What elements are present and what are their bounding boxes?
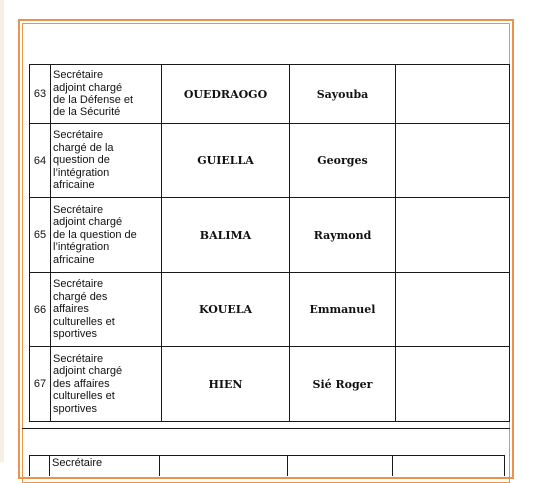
cell-divider — [504, 456, 505, 476]
function-cell — [51, 124, 162, 198]
function-cell — [51, 273, 162, 347]
row-number: 66 — [30, 273, 51, 347]
first-name-cell: Emmanuel — [290, 273, 396, 347]
first-name-cell: Sié Roger — [290, 347, 396, 422]
row-number: 63 — [30, 65, 51, 124]
table-row — [30, 198, 510, 273]
empty-cell — [396, 347, 510, 422]
function-line: adjoint chargé — [53, 216, 123, 229]
function-cell — [51, 198, 162, 273]
function-line: de la Défense et — [53, 94, 134, 106]
function-line: adjoint chargé — [53, 81, 123, 94]
table-row — [30, 347, 510, 422]
empty-cell — [396, 273, 510, 347]
function-line: affaires — [53, 303, 89, 316]
partial-function-text: Secrétaire — [52, 457, 103, 469]
cell-divider — [49, 456, 50, 476]
function-line: africaine — [53, 253, 95, 266]
next-table-row-partial — [29, 455, 505, 475]
function-cell — [51, 347, 162, 422]
first-name-cell: Georges — [290, 124, 396, 198]
function-line: chargé des — [53, 290, 108, 303]
function-line: l’intégration — [53, 166, 110, 179]
first-name-cell: Raymond — [290, 198, 396, 273]
last-name-cell: KOUELA — [162, 273, 290, 347]
function-cell — [51, 65, 162, 124]
table-row — [30, 124, 510, 198]
function-line: de la Sécurité — [53, 106, 121, 119]
cell-divider — [287, 456, 288, 476]
empty-cell — [396, 198, 510, 273]
cell-divider — [392, 456, 393, 476]
row-number: 67 — [30, 347, 51, 422]
members-table — [29, 64, 510, 422]
empty-cell — [396, 65, 510, 124]
function-line: adjoint chargé — [53, 365, 123, 378]
function-line: culturelles et — [53, 315, 115, 328]
last-name-cell: BALIMA — [162, 198, 290, 273]
table-row — [30, 65, 510, 124]
function-line: des affaires — [53, 377, 110, 390]
empty-cell — [396, 124, 510, 198]
function-line: question de — [53, 154, 110, 167]
function-line: Secrétaire — [53, 352, 104, 365]
function-line: chargé de la — [53, 141, 114, 154]
last-name-cell: HIEN — [162, 347, 290, 422]
row-number: 64 — [30, 124, 51, 198]
cell-divider — [159, 456, 160, 476]
horizontal-rule — [22, 428, 510, 429]
function-line: Secrétaire — [53, 203, 104, 216]
function-line: Secrétaire — [53, 278, 104, 291]
cell-divider — [29, 456, 30, 476]
row-number: 65 — [30, 198, 51, 273]
function-line: sportives — [53, 328, 98, 341]
first-name-cell: Sayouba — [290, 65, 396, 124]
table-row — [30, 273, 510, 347]
page-edge — [0, 0, 4, 462]
function-line: Secrétaire — [53, 69, 104, 82]
function-line: africaine — [53, 179, 95, 192]
function-line: l’intégration — [53, 241, 110, 254]
function-line: culturelles et — [53, 390, 115, 403]
function-line: sportives — [53, 402, 98, 415]
function-line: de la question de — [53, 228, 137, 241]
last-name-cell: OUEDRAOGO — [162, 65, 290, 124]
function-line: Secrétaire — [53, 129, 104, 142]
last-name-cell: GUIELLA — [162, 124, 290, 198]
members-table-body — [30, 65, 510, 422]
